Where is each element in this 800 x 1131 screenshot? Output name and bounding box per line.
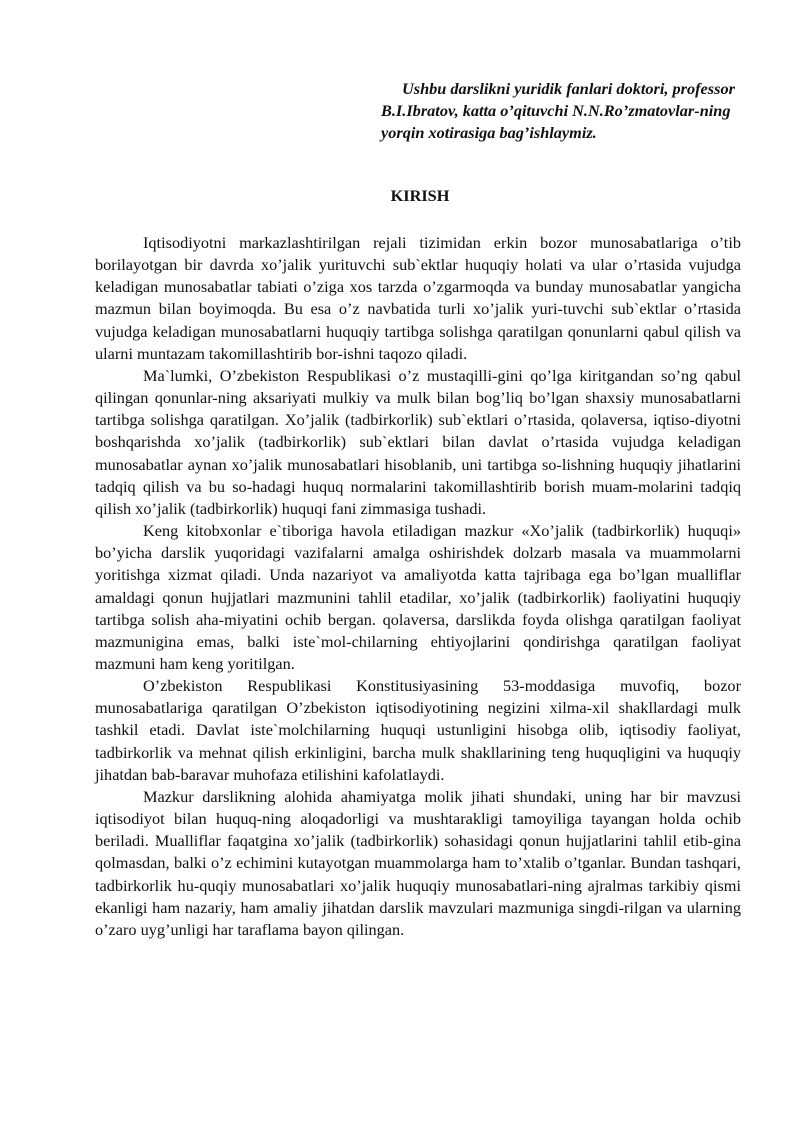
paragraph: Mazkur darslikning alohida ahamiyatga molik jihati shundaki, uning har bir mavzusi iqtisodiyot bilan huquq-ning aloqadorligi va mushtarakligi tamoyiliga tayangan holda ochib beriladi. Mualliflar faqatgina xo’jalik (tadbirkorlik) sohasidagi qonun hujjatlarini tahlil etib-gina qolmasdan, balki o’z echimini kutayotgan muammolarga ham to’xtalib o’tganlar. Bundan tashqari, tadbirkorlik hu-quqiy munosabatlari xo’jalik huquqiy munosabatlari-ning ajralmas tarkibiy qismi ekanligi ham nazariy, ham amaliy jihatdan darslik mavzulari mazmuniga singdi-rilgan va ularning o’zaro uyg’unligi har taraflama bayon qilingan.: [95, 786, 741, 939]
paragraph: O’zbekiston Respublikasi Konstitusiyasining 53-moddasiga muvofiq, bozor munosabatlariga qaratilgan O’zbekiston iqtisodiyotining negizini xilma-xil shakllardagi mulk tashkil etadi. Davlat iste`molchilarning huquqi ustunligini hisobga olib, iqtisodiy faoliyat, tadbirkorlik va mehnat qilish erkinligini, barcha mulk shakllarining teng huquqligini va huquqiy jihatdan bab-baravar muhofaza etilishini kafolatlaydi.: [95, 676, 741, 784]
paragraph: Iqtisodiyotni markazlashtirilgan rejali tizimidan erkin bozor munosabatlariga o’tib borilayotgan bir davrda xo’jalik yurituvchi sub`ektlar huquqiy holati va ular o’rtasida vujudga keladigan munosabatlar tabiati o’ziga xos tarzda o’zgarmoqda va bunday munosabatlar yangicha mazmun bilan boyimoqda. Bu esa o’z navbatida turli xo’jalik yuri-tuvchi sub`ektlar o’rtasida vujudga keladigan munosabatlarni huquqiy tartibga solishga qaratilgan qonunlarni qabul qilish va ularni muntazam takomillashtirib bor-ishni taqozo qiladi.: [95, 233, 741, 363]
paragraph: Keng kitobxonlar e`tiboriga havola etiladigan mazkur «Xo’jalik (tadbirkorlik) huquqi» bo’yicha darslik yuqoridagi vazifalarni amalga oshirishdek dolzarb masala va muammolarni yoritishga xizmat qiladi. Unda nazariyot va amaliyotda katta tajribaga ega bo’lgan mualliflar amaldagi qonun hujjatlari mazmunini tahlil etadilar, xo’jalik (tadbirkorlik) faoliyatini huquqiy tartibga solish aha-miyatini ochib bergan. qolaversa, darslikda foyda olishga qaratilgan faoliyat mazmunigina emas, balki iste`mol-chilarning ehtiyojlarini qondirishga qaratilgan faoliyat mazmuni ham keng yoritilgan.: [95, 521, 741, 673]
body-text: [95, 232, 741, 941]
paragraph: Ma`lumki, O’zbekiston Respublikasi o’z mustaqilli-gini qo’lga kiritgandan so’ng qabul qilingan qonunlar-ning aksariyati mulkiy va mulk bilan bog’liq bo’lgan shaxsiy munosabatlarni tartibga solishga qaratilgan. Xo’jalik (tadbirkorlik) sub`ektlari o’rtasida, qolaversa, iqtiso-diyotni boshqarishda xo’jalik (tadbirkorlik) sub`ektlari bilan davlat o’rtasida vujudga keladigan munosabatlar aynan xo’jalik munosabatlari hisoblanib, uni tartibga so-lishning huquqiy jihatlarini tadqiq qilish va bu so-hadagi huquq normalarini takomillashtirib borish muam-molarini tadqiq qilish xo’jalik (tadbirkorlik) huquqi fani zimmasiga tushadi.: [95, 365, 741, 518]
dedication-text: Ushbu darslikni yuridik fanlari doktori, professor B.I.Ibratov, katta o’qituvchi N.N.Ro’zmatovlar-ning yorqin xotirasiga bag’ishlaymiz.: [381, 79, 735, 143]
section-heading: KIRISH: [390, 186, 450, 205]
